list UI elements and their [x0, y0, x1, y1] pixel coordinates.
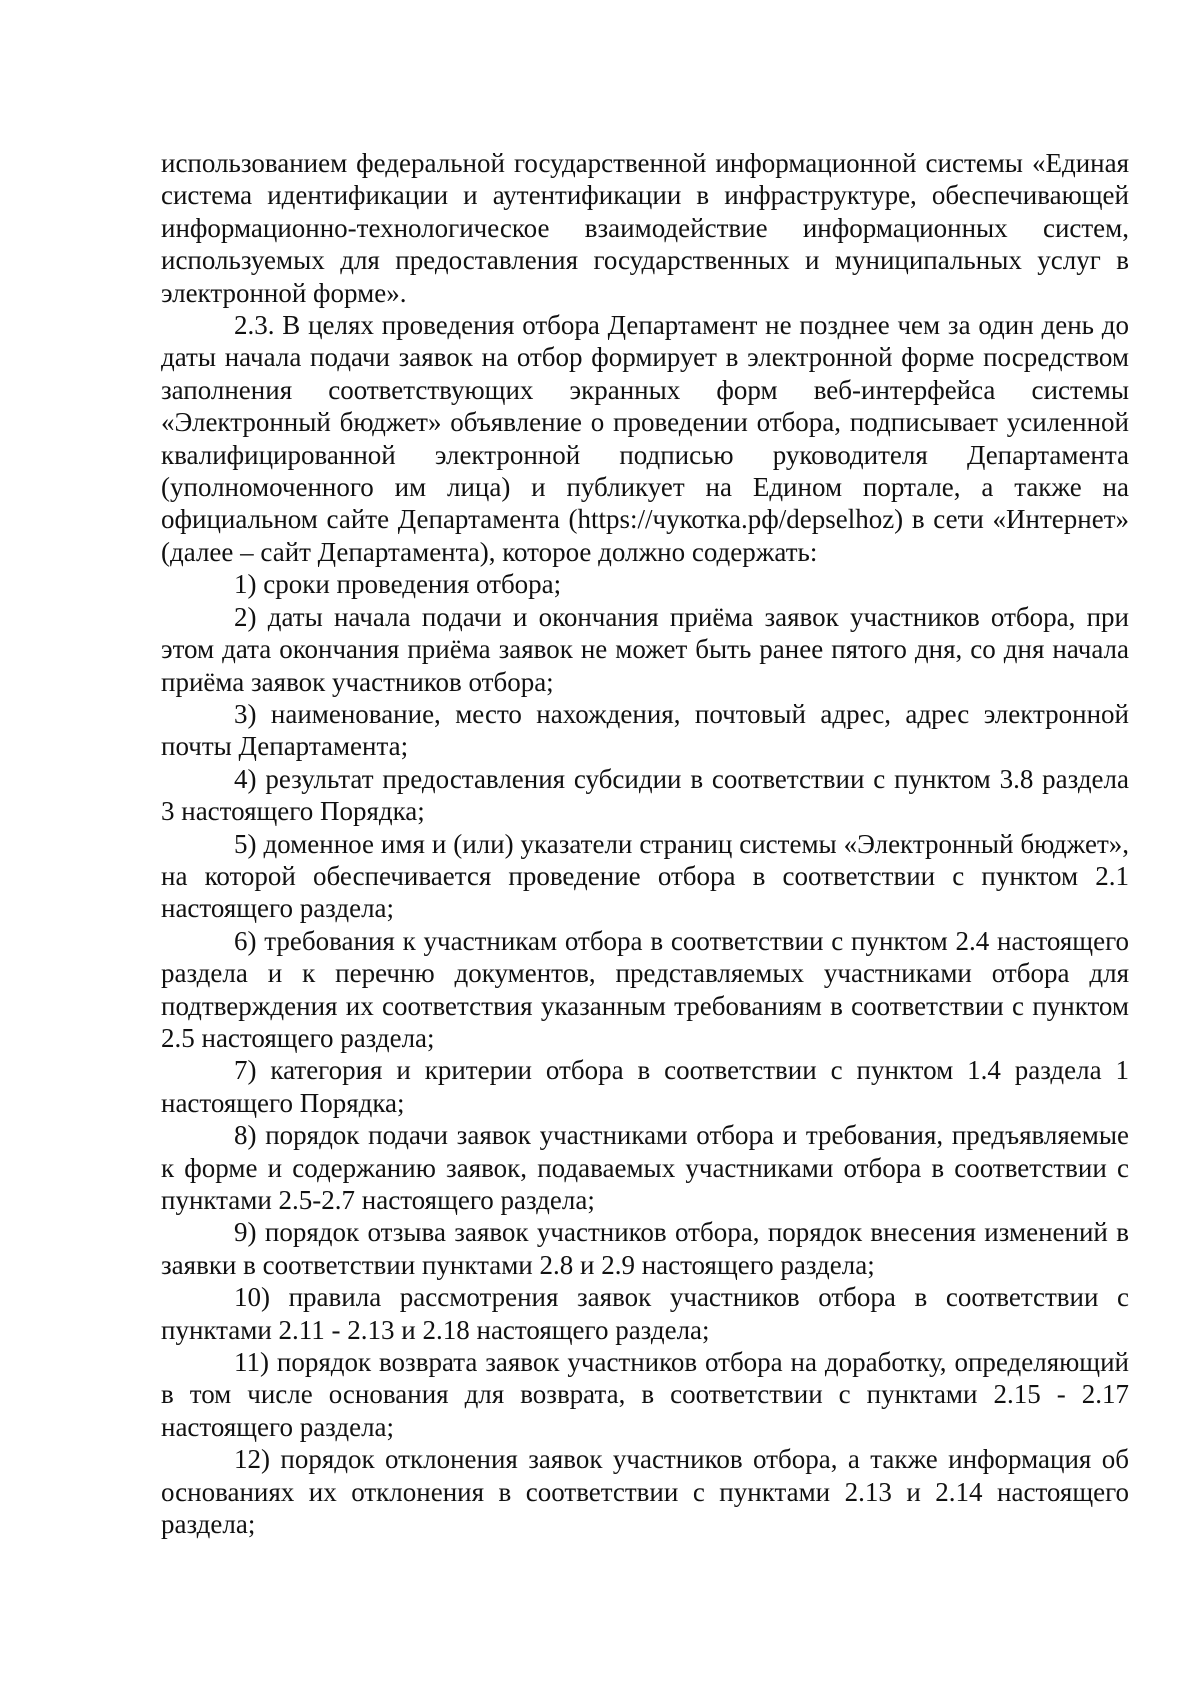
list-item-8: 8) порядок подачи заявок участниками отбора и требования, предъявляемые к форме и содержанию заявок, подаваемых участниками отбора в соответствии с пунктами 2.5-2.7 настоящего раздела; — [161, 1120, 1129, 1215]
list-item-3: 3) наименование, место нахождения, почтовый адрес, адрес электронной почты Департамента; — [161, 698, 1129, 762]
list-item-7: 7) категория и критерии отбора в соответствии с пунктом 1.4 раздела 1 настоящего Порядка; — [161, 1055, 1129, 1118]
list-item-5: 5) доменное имя и (или) указатели страниц системы «Электронный бюджет», на которой обеспечивается проведение отбора в соответствии с пунктом 2.1 настоящего раздела; — [161, 828, 1129, 924]
list-item-6: 6) требования к участникам отбора в соответствии с пунктом 2.4 настоящего раздела и к перечню документов, представляемых участниками отбора для подтверждения их соответствия указанным требованиям в соответствии с пунктом 2.5 настоящего раздела; — [161, 925, 1129, 1053]
document-page — [161, 147, 1129, 1540]
list-item-10: 10) правила рассмотрения заявок участников отбора в соответствии с пунктами 2.11 - 2.13 и 2.18 настоящего раздела; — [161, 1282, 1129, 1345]
paragraph-2-3: 2.3. В целях проведения отбора Департамент не позднее чем за один день до даты начала подачи заявок на отбор формирует в электронной форме посредством заполнения соответствующих экранных форм веб-интерфейса системы «Электронный бюджет» объявление о проведении отбора, подписывает усиленной квалифицированной электронной подписью руководителя Департамента (уполномоченного им лица) и публикует на Едином портале, а также на официальном сайте Департамента (https://чукотка.рф/depselhoz) в сети «Интернет» (далее – сайт Департамента), которое должно содержать: — [161, 310, 1129, 567]
list-item-1: 1) сроки проведения отбора; — [234, 569, 562, 600]
paragraph-intro: использованием федеральной государственной информационной системы «Единая система идентификации и аутентификации в инфраструктуре, обеспечивающей информационно-технологическое взаимодействие информационных систем, используемых для предоставления государственных и муниципальных услуг в электронной форме». — [161, 148, 1129, 308]
list-item-9: 9) порядок отзыва заявок участников отбора, порядок внесения изменений в заявки в соответствии пунктами 2.8 и 2.9 настоящего раздела; — [161, 1217, 1129, 1280]
list-item-11: 11) порядок возврата заявок участников отбора на доработку, определяющий в том числе основания для возврата, в соответствии с пунктами 2.15 - 2.17 настоящего раздела; — [161, 1347, 1129, 1442]
list-item-12: 12) порядок отклонения заявок участников отбора, а также информация об основаниях их отклонения в соответствии с пунктами 2.13 и 2.14 настоящего раздела; — [161, 1444, 1129, 1540]
list-item-4: 4) результат предоставления субсидии в соответствии с пунктом 3.8 раздела 3 настоящего Порядка; — [161, 763, 1129, 827]
list-item-2: 2) даты начала подачи и окончания приёма заявок участников отбора, при этом дата окончания приёма заявок не может быть ранее пятого дня, со дня начала приёма заявок участников отбора; — [161, 601, 1129, 697]
